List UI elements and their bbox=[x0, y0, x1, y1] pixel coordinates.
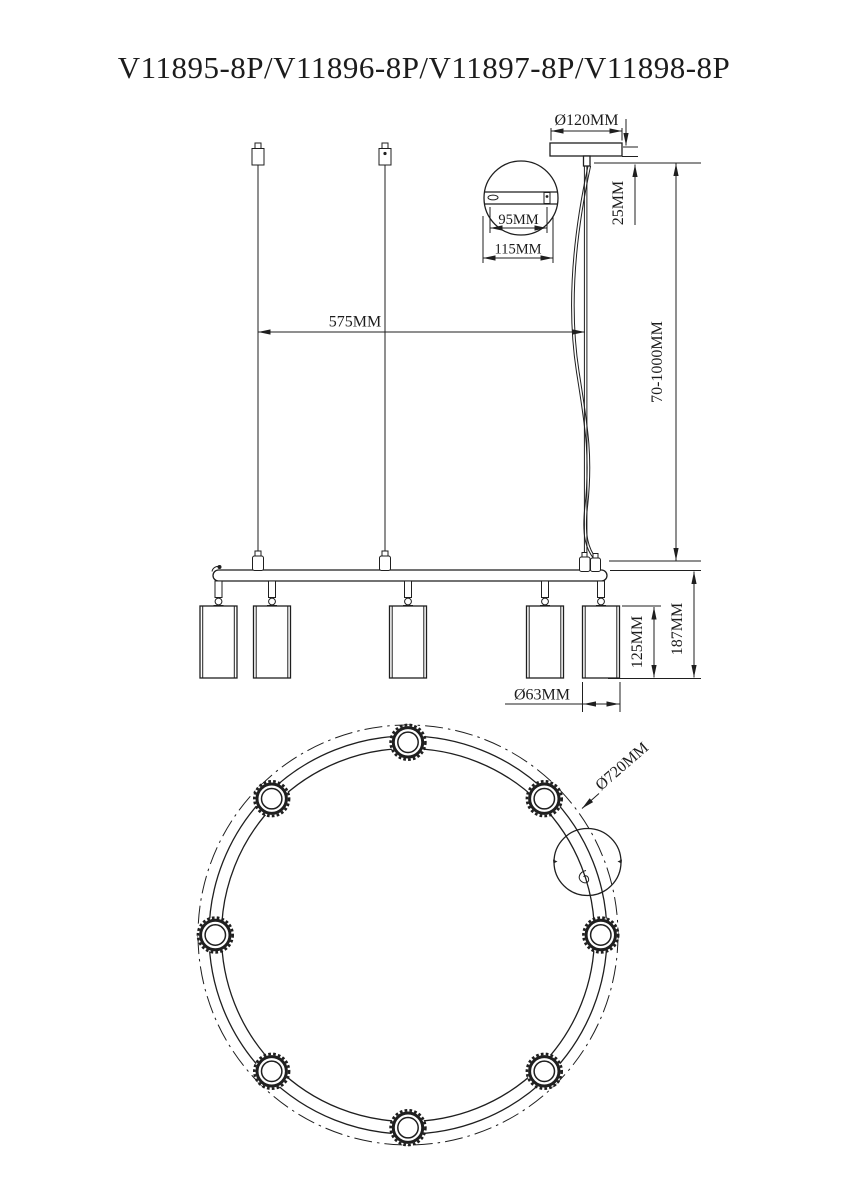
dim-label-suspension-spacing: 575MM bbox=[328, 313, 382, 331]
lamp-shade bbox=[583, 581, 620, 678]
elevation-view bbox=[200, 112, 701, 712]
lamp-shade bbox=[200, 581, 237, 678]
plan-lamp-45deg bbox=[527, 781, 562, 816]
dim-shade-height bbox=[622, 606, 661, 678]
plan-lamp-225deg bbox=[254, 1054, 289, 1089]
bracket-detail-circle bbox=[483, 161, 558, 263]
dim-label-shade-diameter: Ø63MM bbox=[513, 686, 571, 704]
dim-ring-diameter bbox=[582, 739, 652, 808]
dim-label-bracket-width: 115MM bbox=[494, 241, 542, 258]
lamp-shade bbox=[254, 581, 291, 678]
lamp-shades-side-view bbox=[200, 581, 620, 678]
dim-label-ring-diameter: Ø720MM bbox=[592, 739, 652, 795]
dim-suspension-spacing bbox=[258, 314, 585, 333]
bar-connector-left bbox=[253, 551, 264, 571]
plan-lamp-315deg bbox=[527, 1054, 562, 1089]
bar-connector-right-pair bbox=[580, 553, 601, 572]
ceiling-canopy bbox=[550, 143, 701, 166]
lamp-shade bbox=[390, 581, 427, 678]
dim-bracket-hole-spacing bbox=[490, 207, 547, 233]
dim-canopy-diameter bbox=[551, 112, 622, 141]
plan-view bbox=[198, 725, 652, 1145]
canopy-stem bbox=[584, 156, 591, 166]
lamp-shade bbox=[527, 581, 564, 678]
plan-lamp-180deg bbox=[198, 918, 233, 953]
bracket-keyhole-slot bbox=[488, 195, 498, 200]
power-cord bbox=[571, 166, 594, 559]
dim-label-suspension-length: 70-1000MM bbox=[649, 321, 666, 403]
suspension-wire-right bbox=[571, 166, 596, 559]
dim-label-canopy-thickness: 25MM bbox=[610, 180, 627, 226]
model-number-title: V11895-8P/V11896-8P/V11897-8P/V11898-8P bbox=[117, 50, 731, 85]
plan-lamp-0deg bbox=[583, 918, 618, 953]
dim-label-fixture-drop: 187MM bbox=[669, 602, 686, 656]
ring-bar-side-view bbox=[212, 551, 607, 581]
bracket-screw bbox=[544, 193, 550, 204]
bar-connector-middle bbox=[380, 551, 391, 571]
plan-lamp-135deg bbox=[254, 781, 289, 816]
suspension-wire-middle bbox=[379, 143, 391, 556]
dim-label-bracket-hole-spacing: 95MM bbox=[498, 212, 539, 228]
plan-lamp-90deg bbox=[391, 725, 426, 760]
dim-label-canopy-diameter: Ø120MM bbox=[554, 112, 619, 129]
suspension-wire-left bbox=[252, 143, 264, 556]
plan-lamp-270deg bbox=[391, 1110, 426, 1145]
dim-shade-diameter bbox=[505, 682, 620, 712]
dim-label-shade-height: 125MM bbox=[629, 615, 646, 669]
